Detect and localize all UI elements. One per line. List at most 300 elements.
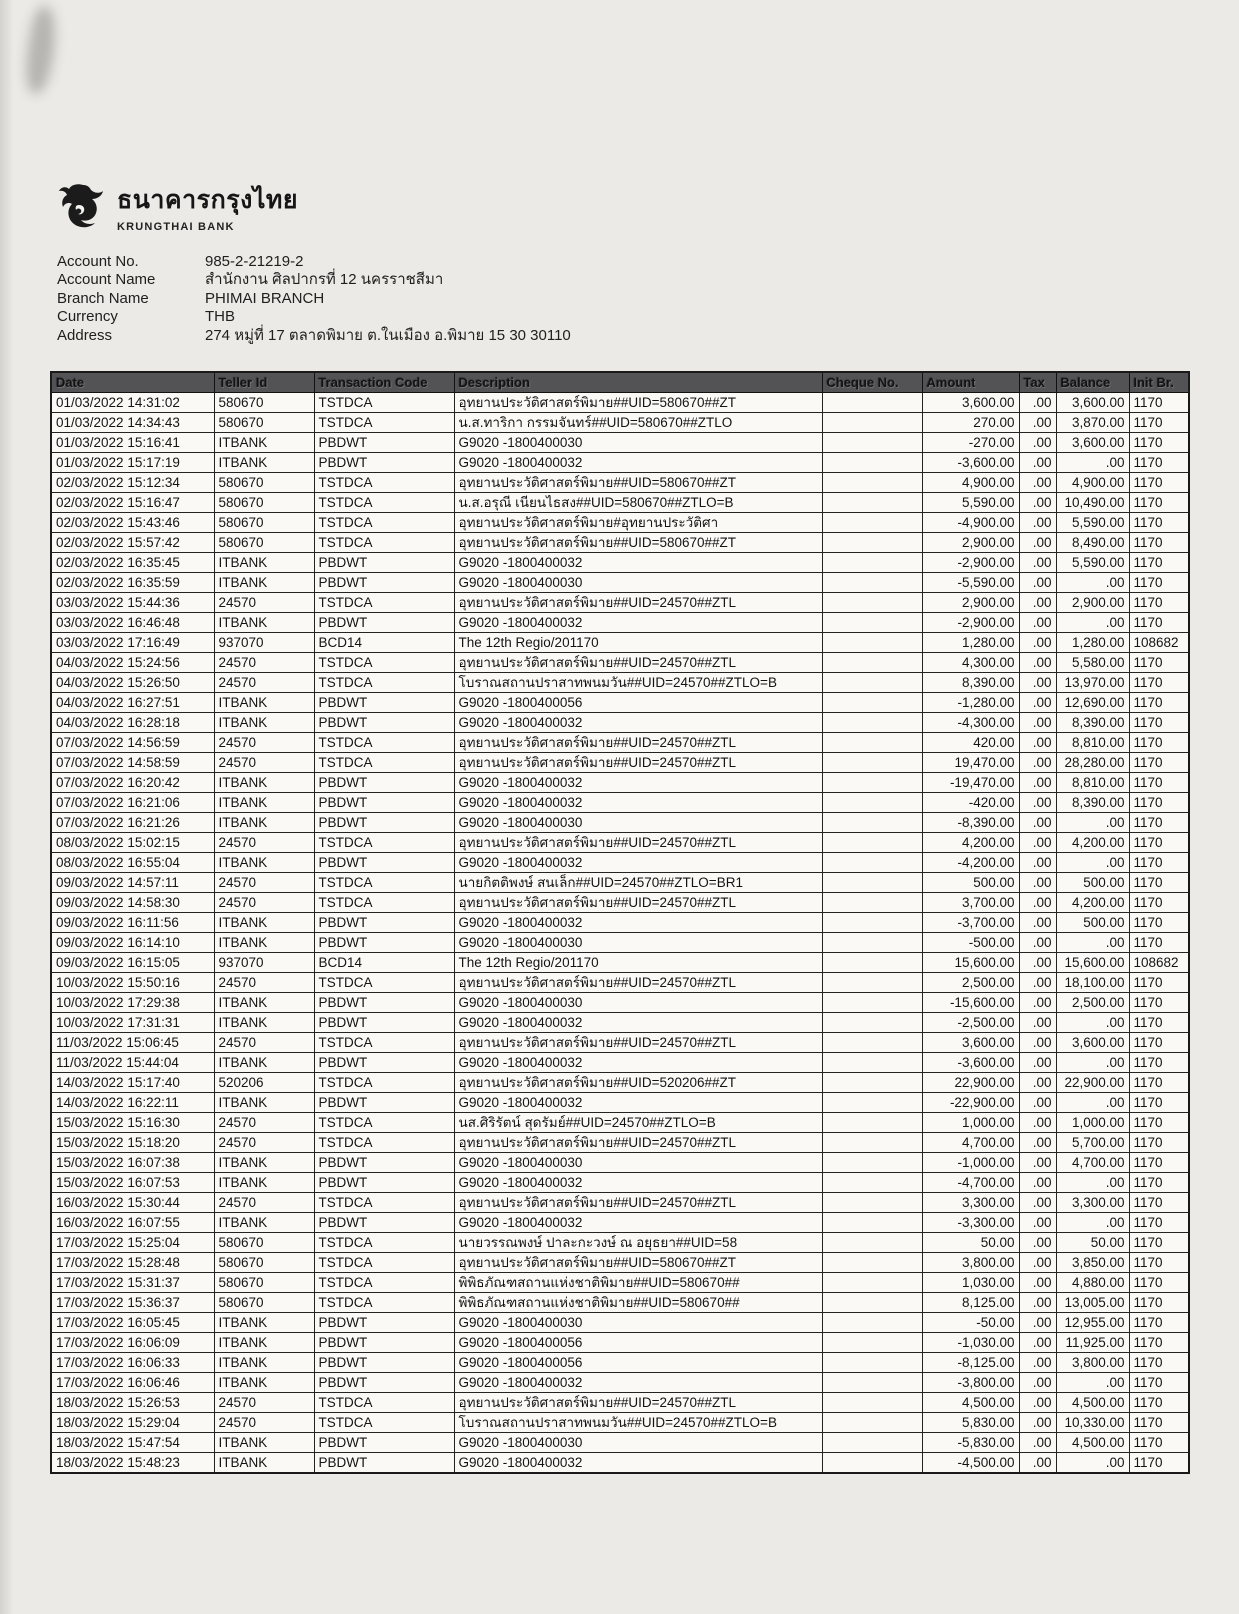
cell-tax: .00 bbox=[1019, 713, 1056, 733]
cell-balance: .00 bbox=[1056, 853, 1129, 873]
cell-cheque-no bbox=[822, 1173, 922, 1193]
cell-transaction-code: TSTDCA bbox=[314, 1073, 454, 1093]
cell-transaction-code: TSTDCA bbox=[314, 653, 454, 673]
cell-tax: .00 bbox=[1019, 1213, 1056, 1233]
cell-balance: 50.00 bbox=[1056, 1233, 1129, 1253]
account-info-row bbox=[57, 290, 957, 308]
scan-smudge bbox=[22, 5, 60, 96]
cell-tax: .00 bbox=[1019, 1453, 1056, 1474]
table-row bbox=[51, 1213, 1189, 1233]
cell-transaction-code: PBDWT bbox=[314, 1433, 454, 1453]
cell-balance: 8,390.00 bbox=[1056, 793, 1129, 813]
cell-description: G9020 -1800400030 bbox=[454, 1433, 822, 1453]
cell-tax: .00 bbox=[1019, 873, 1056, 893]
cell-amount: -420.00 bbox=[922, 793, 1019, 813]
cell-tax: .00 bbox=[1019, 453, 1056, 473]
column-header: Teller Id bbox=[214, 372, 314, 393]
cell-tax: .00 bbox=[1019, 893, 1056, 913]
cell-amount: -2,900.00 bbox=[922, 553, 1019, 573]
cell-cheque-no bbox=[822, 893, 922, 913]
cell-teller-id: ITBANK bbox=[214, 1153, 314, 1173]
cell-amount: -4,500.00 bbox=[922, 1453, 1019, 1474]
cell-teller-id: 24570 bbox=[214, 653, 314, 673]
cell-description: G9020 -1800400032 bbox=[454, 1453, 822, 1474]
cell-balance: 5,580.00 bbox=[1056, 653, 1129, 673]
cell-amount: 19,470.00 bbox=[922, 753, 1019, 773]
cell-balance: 12,955.00 bbox=[1056, 1313, 1129, 1333]
cell-transaction-code: PBDWT bbox=[314, 933, 454, 953]
cell-amount: 3,700.00 bbox=[922, 893, 1019, 913]
cell-teller-id: 24570 bbox=[214, 1193, 314, 1213]
cell-description: G9020 -1800400032 bbox=[454, 913, 822, 933]
cell-transaction-code: PBDWT bbox=[314, 433, 454, 453]
cell-cheque-no bbox=[822, 873, 922, 893]
cell-description: อุทยานประวัติศาสตร์พิมาย##UID=580670##ZT bbox=[454, 473, 822, 493]
cell-cheque-no bbox=[822, 1193, 922, 1213]
cell-balance: .00 bbox=[1056, 933, 1129, 953]
cell-cheque-no bbox=[822, 1013, 922, 1033]
table-row bbox=[51, 853, 1189, 873]
cell-tax: .00 bbox=[1019, 633, 1056, 653]
cell-date: 11/03/2022 15:44:04 bbox=[51, 1053, 214, 1073]
cell-transaction-code: TSTDCA bbox=[314, 833, 454, 853]
cell-amount: -1,030.00 bbox=[922, 1333, 1019, 1353]
cell-init-branch: 1170 bbox=[1129, 653, 1189, 673]
cell-amount: -500.00 bbox=[922, 933, 1019, 953]
cell-tax: .00 bbox=[1019, 1193, 1056, 1213]
cell-balance: 4,500.00 bbox=[1056, 1433, 1129, 1453]
cell-init-branch: 1170 bbox=[1129, 553, 1189, 573]
cell-description: G9020 -1800400032 bbox=[454, 1373, 822, 1393]
cell-init-branch: 1170 bbox=[1129, 733, 1189, 753]
cell-balance: 1,280.00 bbox=[1056, 633, 1129, 653]
cell-amount: 5,830.00 bbox=[922, 1413, 1019, 1433]
cell-init-branch: 1170 bbox=[1129, 1033, 1189, 1053]
cell-teller-id: 580670 bbox=[214, 1233, 314, 1253]
cell-description: G9020 -1800400030 bbox=[454, 1153, 822, 1173]
cell-balance: 12,690.00 bbox=[1056, 693, 1129, 713]
cell-cheque-no bbox=[822, 593, 922, 613]
cell-description: G9020 -1800400032 bbox=[454, 713, 822, 733]
cell-amount: 8,125.00 bbox=[922, 1293, 1019, 1313]
cell-description: G9020 -1800400032 bbox=[454, 1053, 822, 1073]
cell-cheque-no bbox=[822, 1253, 922, 1273]
cell-cheque-no bbox=[822, 793, 922, 813]
cell-transaction-code: PBDWT bbox=[314, 453, 454, 473]
table-row bbox=[51, 1053, 1189, 1073]
cell-description: G9020 -1800400032 bbox=[454, 453, 822, 473]
cell-date: 03/03/2022 15:44:36 bbox=[51, 593, 214, 613]
cell-description: G9020 -1800400030 bbox=[454, 433, 822, 453]
cell-date: 14/03/2022 15:17:40 bbox=[51, 1073, 214, 1093]
cell-date: 02/03/2022 15:16:47 bbox=[51, 493, 214, 513]
cell-transaction-code: PBDWT bbox=[314, 613, 454, 633]
cell-init-branch: 1170 bbox=[1129, 1393, 1189, 1413]
cell-date: 09/03/2022 14:57:11 bbox=[51, 873, 214, 893]
table-row bbox=[51, 753, 1189, 773]
cell-cheque-no bbox=[822, 413, 922, 433]
cell-amount: -4,900.00 bbox=[922, 513, 1019, 533]
column-header: Cheque No. bbox=[822, 372, 922, 393]
cell-init-branch: 1170 bbox=[1129, 393, 1189, 413]
cell-amount: -3,600.00 bbox=[922, 453, 1019, 473]
cell-init-branch: 1170 bbox=[1129, 673, 1189, 693]
table-row bbox=[51, 973, 1189, 993]
cell-tax: .00 bbox=[1019, 513, 1056, 533]
cell-teller-id: ITBANK bbox=[214, 993, 314, 1013]
cell-description: อุทยานประวัติศาสตร์พิมาย##UID=24570##ZTL bbox=[454, 1393, 822, 1413]
cell-teller-id: ITBANK bbox=[214, 1353, 314, 1373]
cell-description: อุทยานประวัติศาสตร์พิมาย#อุทยานประวัติศา bbox=[454, 513, 822, 533]
cell-transaction-code: PBDWT bbox=[314, 913, 454, 933]
cell-description: G9020 -1800400032 bbox=[454, 853, 822, 873]
cell-balance: 10,490.00 bbox=[1056, 493, 1129, 513]
cell-description: The 12th Regio/201170 bbox=[454, 633, 822, 653]
cell-description: The 12th Regio/201170 bbox=[454, 953, 822, 973]
cell-date: 15/03/2022 15:18:20 bbox=[51, 1133, 214, 1153]
table-row bbox=[51, 1333, 1189, 1353]
cell-tax: .00 bbox=[1019, 1013, 1056, 1033]
cell-date: 10/03/2022 15:50:16 bbox=[51, 973, 214, 993]
cell-init-branch: 1170 bbox=[1129, 1173, 1189, 1193]
cell-cheque-no bbox=[822, 1153, 922, 1173]
cell-teller-id: 580670 bbox=[214, 533, 314, 553]
cell-init-branch: 108682 bbox=[1129, 953, 1189, 973]
table-row bbox=[51, 673, 1189, 693]
cell-init-branch: 1170 bbox=[1129, 1133, 1189, 1153]
cell-date: 04/03/2022 15:26:50 bbox=[51, 673, 214, 693]
cell-init-branch: 1170 bbox=[1129, 773, 1189, 793]
cell-cheque-no bbox=[822, 1433, 922, 1453]
cell-transaction-code: PBDWT bbox=[314, 553, 454, 573]
cell-amount: -22,900.00 bbox=[922, 1093, 1019, 1113]
cell-date: 02/03/2022 16:35:59 bbox=[51, 573, 214, 593]
cell-init-branch: 1170 bbox=[1129, 1453, 1189, 1474]
table-row bbox=[51, 593, 1189, 613]
account-info-value: 985-2-21219-2 bbox=[205, 253, 304, 270]
cell-init-branch: 1170 bbox=[1129, 1193, 1189, 1213]
cell-init-branch: 1170 bbox=[1129, 1273, 1189, 1293]
table-row bbox=[51, 1313, 1189, 1333]
cell-init-branch: 1170 bbox=[1129, 1153, 1189, 1173]
cell-teller-id: ITBANK bbox=[214, 553, 314, 573]
cell-cheque-no bbox=[822, 1453, 922, 1474]
cell-transaction-code: PBDWT bbox=[314, 813, 454, 833]
cell-amount: -5,590.00 bbox=[922, 573, 1019, 593]
column-header: Balance bbox=[1056, 372, 1129, 393]
cell-balance: .00 bbox=[1056, 1053, 1129, 1073]
cell-transaction-code: PBDWT bbox=[314, 693, 454, 713]
cell-amount: -15,600.00 bbox=[922, 993, 1019, 1013]
cell-date: 03/03/2022 17:16:49 bbox=[51, 633, 214, 653]
cell-transaction-code: TSTDCA bbox=[314, 1193, 454, 1213]
table-row bbox=[51, 813, 1189, 833]
cell-balance: 3,850.00 bbox=[1056, 1253, 1129, 1273]
cell-description: พิพิธภัณฑสถานแห่งชาติพิมาย##UID=580670## bbox=[454, 1273, 822, 1293]
cell-transaction-code: PBDWT bbox=[314, 1453, 454, 1474]
cell-tax: .00 bbox=[1019, 533, 1056, 553]
cell-cheque-no bbox=[822, 473, 922, 493]
cell-init-branch: 1170 bbox=[1129, 533, 1189, 553]
cell-tax: .00 bbox=[1019, 493, 1056, 513]
cell-amount: 420.00 bbox=[922, 733, 1019, 753]
cell-transaction-code: PBDWT bbox=[314, 713, 454, 733]
cell-amount: -50.00 bbox=[922, 1313, 1019, 1333]
cell-balance: 2,900.00 bbox=[1056, 593, 1129, 613]
cell-amount: 2,500.00 bbox=[922, 973, 1019, 993]
cell-date: 17/03/2022 16:06:09 bbox=[51, 1333, 214, 1353]
account-info-value: สำนักงาน ศิลปากรที่ 12 นครราชสีมา bbox=[205, 271, 444, 289]
cell-amount: -4,200.00 bbox=[922, 853, 1019, 873]
cell-tax: .00 bbox=[1019, 733, 1056, 753]
cell-amount: 15,600.00 bbox=[922, 953, 1019, 973]
cell-teller-id: 24570 bbox=[214, 1133, 314, 1153]
cell-cheque-no bbox=[822, 993, 922, 1013]
cell-balance: 3,600.00 bbox=[1056, 393, 1129, 413]
cell-cheque-no bbox=[822, 1233, 922, 1253]
cell-transaction-code: TSTDCA bbox=[314, 733, 454, 753]
cell-init-branch: 1170 bbox=[1129, 1053, 1189, 1073]
cell-teller-id: 24570 bbox=[214, 1113, 314, 1133]
cell-transaction-code: TSTDCA bbox=[314, 1033, 454, 1053]
table-row bbox=[51, 913, 1189, 933]
cell-balance: 500.00 bbox=[1056, 873, 1129, 893]
column-header: Init Br. bbox=[1129, 372, 1189, 393]
cell-cheque-no bbox=[822, 1053, 922, 1073]
cell-teller-id: ITBANK bbox=[214, 1313, 314, 1333]
cell-amount: -3,600.00 bbox=[922, 1053, 1019, 1073]
cell-init-branch: 1170 bbox=[1129, 1073, 1189, 1093]
cell-cheque-no bbox=[822, 1073, 922, 1093]
cell-init-branch: 1170 bbox=[1129, 753, 1189, 773]
cell-description: G9020 -1800400032 bbox=[454, 1173, 822, 1193]
cell-description: G9020 -1800400030 bbox=[454, 573, 822, 593]
table-row bbox=[51, 573, 1189, 593]
cell-balance: 2,500.00 bbox=[1056, 993, 1129, 1013]
cell-teller-id: 937070 bbox=[214, 953, 314, 973]
cell-amount: -19,470.00 bbox=[922, 773, 1019, 793]
cell-balance: 3,600.00 bbox=[1056, 1033, 1129, 1053]
cell-init-branch: 1170 bbox=[1129, 593, 1189, 613]
table-row bbox=[51, 1273, 1189, 1293]
cell-transaction-code: TSTDCA bbox=[314, 1413, 454, 1433]
table-row bbox=[51, 413, 1189, 433]
table-row bbox=[51, 433, 1189, 453]
cell-balance: 4,200.00 bbox=[1056, 893, 1129, 913]
cell-date: 18/03/2022 15:26:53 bbox=[51, 1393, 214, 1413]
cell-tax: .00 bbox=[1019, 433, 1056, 453]
table-row bbox=[51, 893, 1189, 913]
cell-tax: .00 bbox=[1019, 1393, 1056, 1413]
table-row bbox=[51, 1173, 1189, 1193]
cell-cheque-no bbox=[822, 1333, 922, 1353]
cell-tax: .00 bbox=[1019, 593, 1056, 613]
cell-transaction-code: PBDWT bbox=[314, 993, 454, 1013]
cell-amount: 270.00 bbox=[922, 413, 1019, 433]
cell-balance: .00 bbox=[1056, 813, 1129, 833]
cell-balance: 13,970.00 bbox=[1056, 673, 1129, 693]
cell-balance: .00 bbox=[1056, 1093, 1129, 1113]
cell-description: อุทยานประวัติศาสตร์พิมาย##UID=520206##ZT bbox=[454, 1073, 822, 1093]
cell-description: โบราณสถานปราสาทพนมวัน##UID=24570##ZTLO=B bbox=[454, 673, 822, 693]
cell-transaction-code: TSTDCA bbox=[314, 1393, 454, 1413]
cell-tax: .00 bbox=[1019, 553, 1056, 573]
cell-date: 02/03/2022 15:43:46 bbox=[51, 513, 214, 533]
cell-date: 01/03/2022 15:17:19 bbox=[51, 453, 214, 473]
table-row bbox=[51, 833, 1189, 853]
cell-transaction-code: PBDWT bbox=[314, 1013, 454, 1033]
column-header: Tax bbox=[1019, 372, 1056, 393]
cell-tax: .00 bbox=[1019, 753, 1056, 773]
cell-amount: -3,700.00 bbox=[922, 913, 1019, 933]
cell-teller-id: 580670 bbox=[214, 413, 314, 433]
cell-teller-id: 580670 bbox=[214, 493, 314, 513]
cell-teller-id: ITBANK bbox=[214, 913, 314, 933]
cell-date: 18/03/2022 15:48:23 bbox=[51, 1453, 214, 1474]
table-header-row bbox=[51, 372, 1189, 393]
cell-amount: -4,700.00 bbox=[922, 1173, 1019, 1193]
cell-teller-id: ITBANK bbox=[214, 1373, 314, 1393]
transaction-table bbox=[50, 371, 1190, 1474]
cell-tax: .00 bbox=[1019, 773, 1056, 793]
cell-transaction-code: PBDWT bbox=[314, 1173, 454, 1193]
table-row bbox=[51, 1353, 1189, 1373]
cell-balance: .00 bbox=[1056, 1173, 1129, 1193]
cell-date: 16/03/2022 15:30:44 bbox=[51, 1193, 214, 1213]
cell-teller-id: 580670 bbox=[214, 1293, 314, 1313]
cell-cheque-no bbox=[822, 853, 922, 873]
cell-tax: .00 bbox=[1019, 1413, 1056, 1433]
account-info-row bbox=[57, 308, 957, 326]
cell-description: G9020 -1800400032 bbox=[454, 553, 822, 573]
cell-teller-id: 24570 bbox=[214, 673, 314, 693]
bank-header bbox=[57, 180, 298, 233]
cell-tax: .00 bbox=[1019, 393, 1056, 413]
cell-amount: 1,030.00 bbox=[922, 1273, 1019, 1293]
cell-transaction-code: TSTDCA bbox=[314, 473, 454, 493]
cell-cheque-no bbox=[822, 953, 922, 973]
cell-teller-id: ITBANK bbox=[214, 573, 314, 593]
cell-teller-id: 937070 bbox=[214, 633, 314, 653]
cell-cheque-no bbox=[822, 613, 922, 633]
cell-init-branch: 1170 bbox=[1129, 1233, 1189, 1253]
cell-init-branch: 1170 bbox=[1129, 713, 1189, 733]
cell-tax: .00 bbox=[1019, 793, 1056, 813]
cell-balance: 1,000.00 bbox=[1056, 1113, 1129, 1133]
cell-init-branch: 1170 bbox=[1129, 513, 1189, 533]
cell-teller-id: ITBANK bbox=[214, 433, 314, 453]
cell-cheque-no bbox=[822, 773, 922, 793]
cell-balance: 8,390.00 bbox=[1056, 713, 1129, 733]
table-row bbox=[51, 1013, 1189, 1033]
table-row bbox=[51, 453, 1189, 473]
table-row bbox=[51, 513, 1189, 533]
cell-transaction-code: TSTDCA bbox=[314, 753, 454, 773]
cell-balance: 4,200.00 bbox=[1056, 833, 1129, 853]
cell-amount: 3,300.00 bbox=[922, 1193, 1019, 1213]
cell-teller-id: ITBANK bbox=[214, 613, 314, 633]
cell-amount: 3,600.00 bbox=[922, 393, 1019, 413]
cell-description: G9020 -1800400056 bbox=[454, 1353, 822, 1373]
cell-cheque-no bbox=[822, 453, 922, 473]
cell-description: อุทยานประวัติศาสตร์พิมาย##UID=24570##ZTL bbox=[454, 833, 822, 853]
cell-transaction-code: TSTDCA bbox=[314, 1113, 454, 1133]
cell-teller-id: ITBANK bbox=[214, 693, 314, 713]
cell-transaction-code: TSTDCA bbox=[314, 593, 454, 613]
cell-amount: 3,800.00 bbox=[922, 1253, 1019, 1273]
cell-date: 09/03/2022 16:14:10 bbox=[51, 933, 214, 953]
cell-description: โบราณสถานปราสาทพนมวัน##UID=24570##ZTLO=B bbox=[454, 1413, 822, 1433]
cell-date: 16/03/2022 16:07:55 bbox=[51, 1213, 214, 1233]
cell-teller-id: ITBANK bbox=[214, 1453, 314, 1474]
cell-cheque-no bbox=[822, 753, 922, 773]
cell-teller-id: ITBANK bbox=[214, 713, 314, 733]
cell-date: 10/03/2022 17:29:38 bbox=[51, 993, 214, 1013]
cell-cheque-no bbox=[822, 1393, 922, 1413]
cell-cheque-no bbox=[822, 653, 922, 673]
table-row bbox=[51, 633, 1189, 653]
cell-cheque-no bbox=[822, 1093, 922, 1113]
cell-amount: 50.00 bbox=[922, 1233, 1019, 1253]
cell-cheque-no bbox=[822, 1353, 922, 1373]
cell-tax: .00 bbox=[1019, 1333, 1056, 1353]
cell-balance: 3,600.00 bbox=[1056, 433, 1129, 453]
cell-description: อุทยานประวัติศาสตร์พิมาย##UID=580670##ZT bbox=[454, 1253, 822, 1273]
cell-cheque-no bbox=[822, 693, 922, 713]
cell-amount: 4,300.00 bbox=[922, 653, 1019, 673]
cell-amount: 2,900.00 bbox=[922, 533, 1019, 553]
cell-init-branch: 1170 bbox=[1129, 813, 1189, 833]
cell-init-branch: 1170 bbox=[1129, 913, 1189, 933]
cell-tax: .00 bbox=[1019, 1153, 1056, 1173]
cell-date: 17/03/2022 16:05:45 bbox=[51, 1313, 214, 1333]
cell-transaction-code: BCD14 bbox=[314, 953, 454, 973]
cell-description: พิพิธภัณฑสถานแห่งชาติพิมาย##UID=580670## bbox=[454, 1293, 822, 1313]
cell-date: 07/03/2022 14:56:59 bbox=[51, 733, 214, 753]
cell-tax: .00 bbox=[1019, 1053, 1056, 1073]
cell-date: 15/03/2022 16:07:53 bbox=[51, 1173, 214, 1193]
cell-transaction-code: TSTDCA bbox=[314, 393, 454, 413]
cell-tax: .00 bbox=[1019, 1073, 1056, 1093]
cell-balance: 8,490.00 bbox=[1056, 533, 1129, 553]
cell-init-branch: 1170 bbox=[1129, 853, 1189, 873]
cell-balance: .00 bbox=[1056, 1453, 1129, 1474]
cell-amount: -1,000.00 bbox=[922, 1153, 1019, 1173]
cell-balance: 5,590.00 bbox=[1056, 553, 1129, 573]
cell-teller-id: 24570 bbox=[214, 733, 314, 753]
cell-teller-id: 24570 bbox=[214, 873, 314, 893]
column-header: Transaction Code bbox=[314, 372, 454, 393]
table-row bbox=[51, 613, 1189, 633]
cell-transaction-code: TSTDCA bbox=[314, 1253, 454, 1273]
cell-amount: 5,590.00 bbox=[922, 493, 1019, 513]
cell-init-branch: 1170 bbox=[1129, 453, 1189, 473]
account-info-label: Currency bbox=[57, 308, 118, 326]
cell-transaction-code: PBDWT bbox=[314, 793, 454, 813]
cell-init-branch: 1170 bbox=[1129, 573, 1189, 593]
cell-cheque-no bbox=[822, 1413, 922, 1433]
cell-description: G9020 -1800400032 bbox=[454, 1213, 822, 1233]
cell-description: G9020 -1800400032 bbox=[454, 613, 822, 633]
cell-transaction-code: TSTDCA bbox=[314, 533, 454, 553]
cell-init-branch: 1170 bbox=[1129, 1113, 1189, 1133]
table-row bbox=[51, 473, 1189, 493]
cell-balance: .00 bbox=[1056, 613, 1129, 633]
table-row bbox=[51, 1393, 1189, 1413]
cell-description: G9020 -1800400030 bbox=[454, 1313, 822, 1333]
cell-description: G9020 -1800400056 bbox=[454, 1333, 822, 1353]
account-info-label: Branch Name bbox=[57, 289, 149, 307]
